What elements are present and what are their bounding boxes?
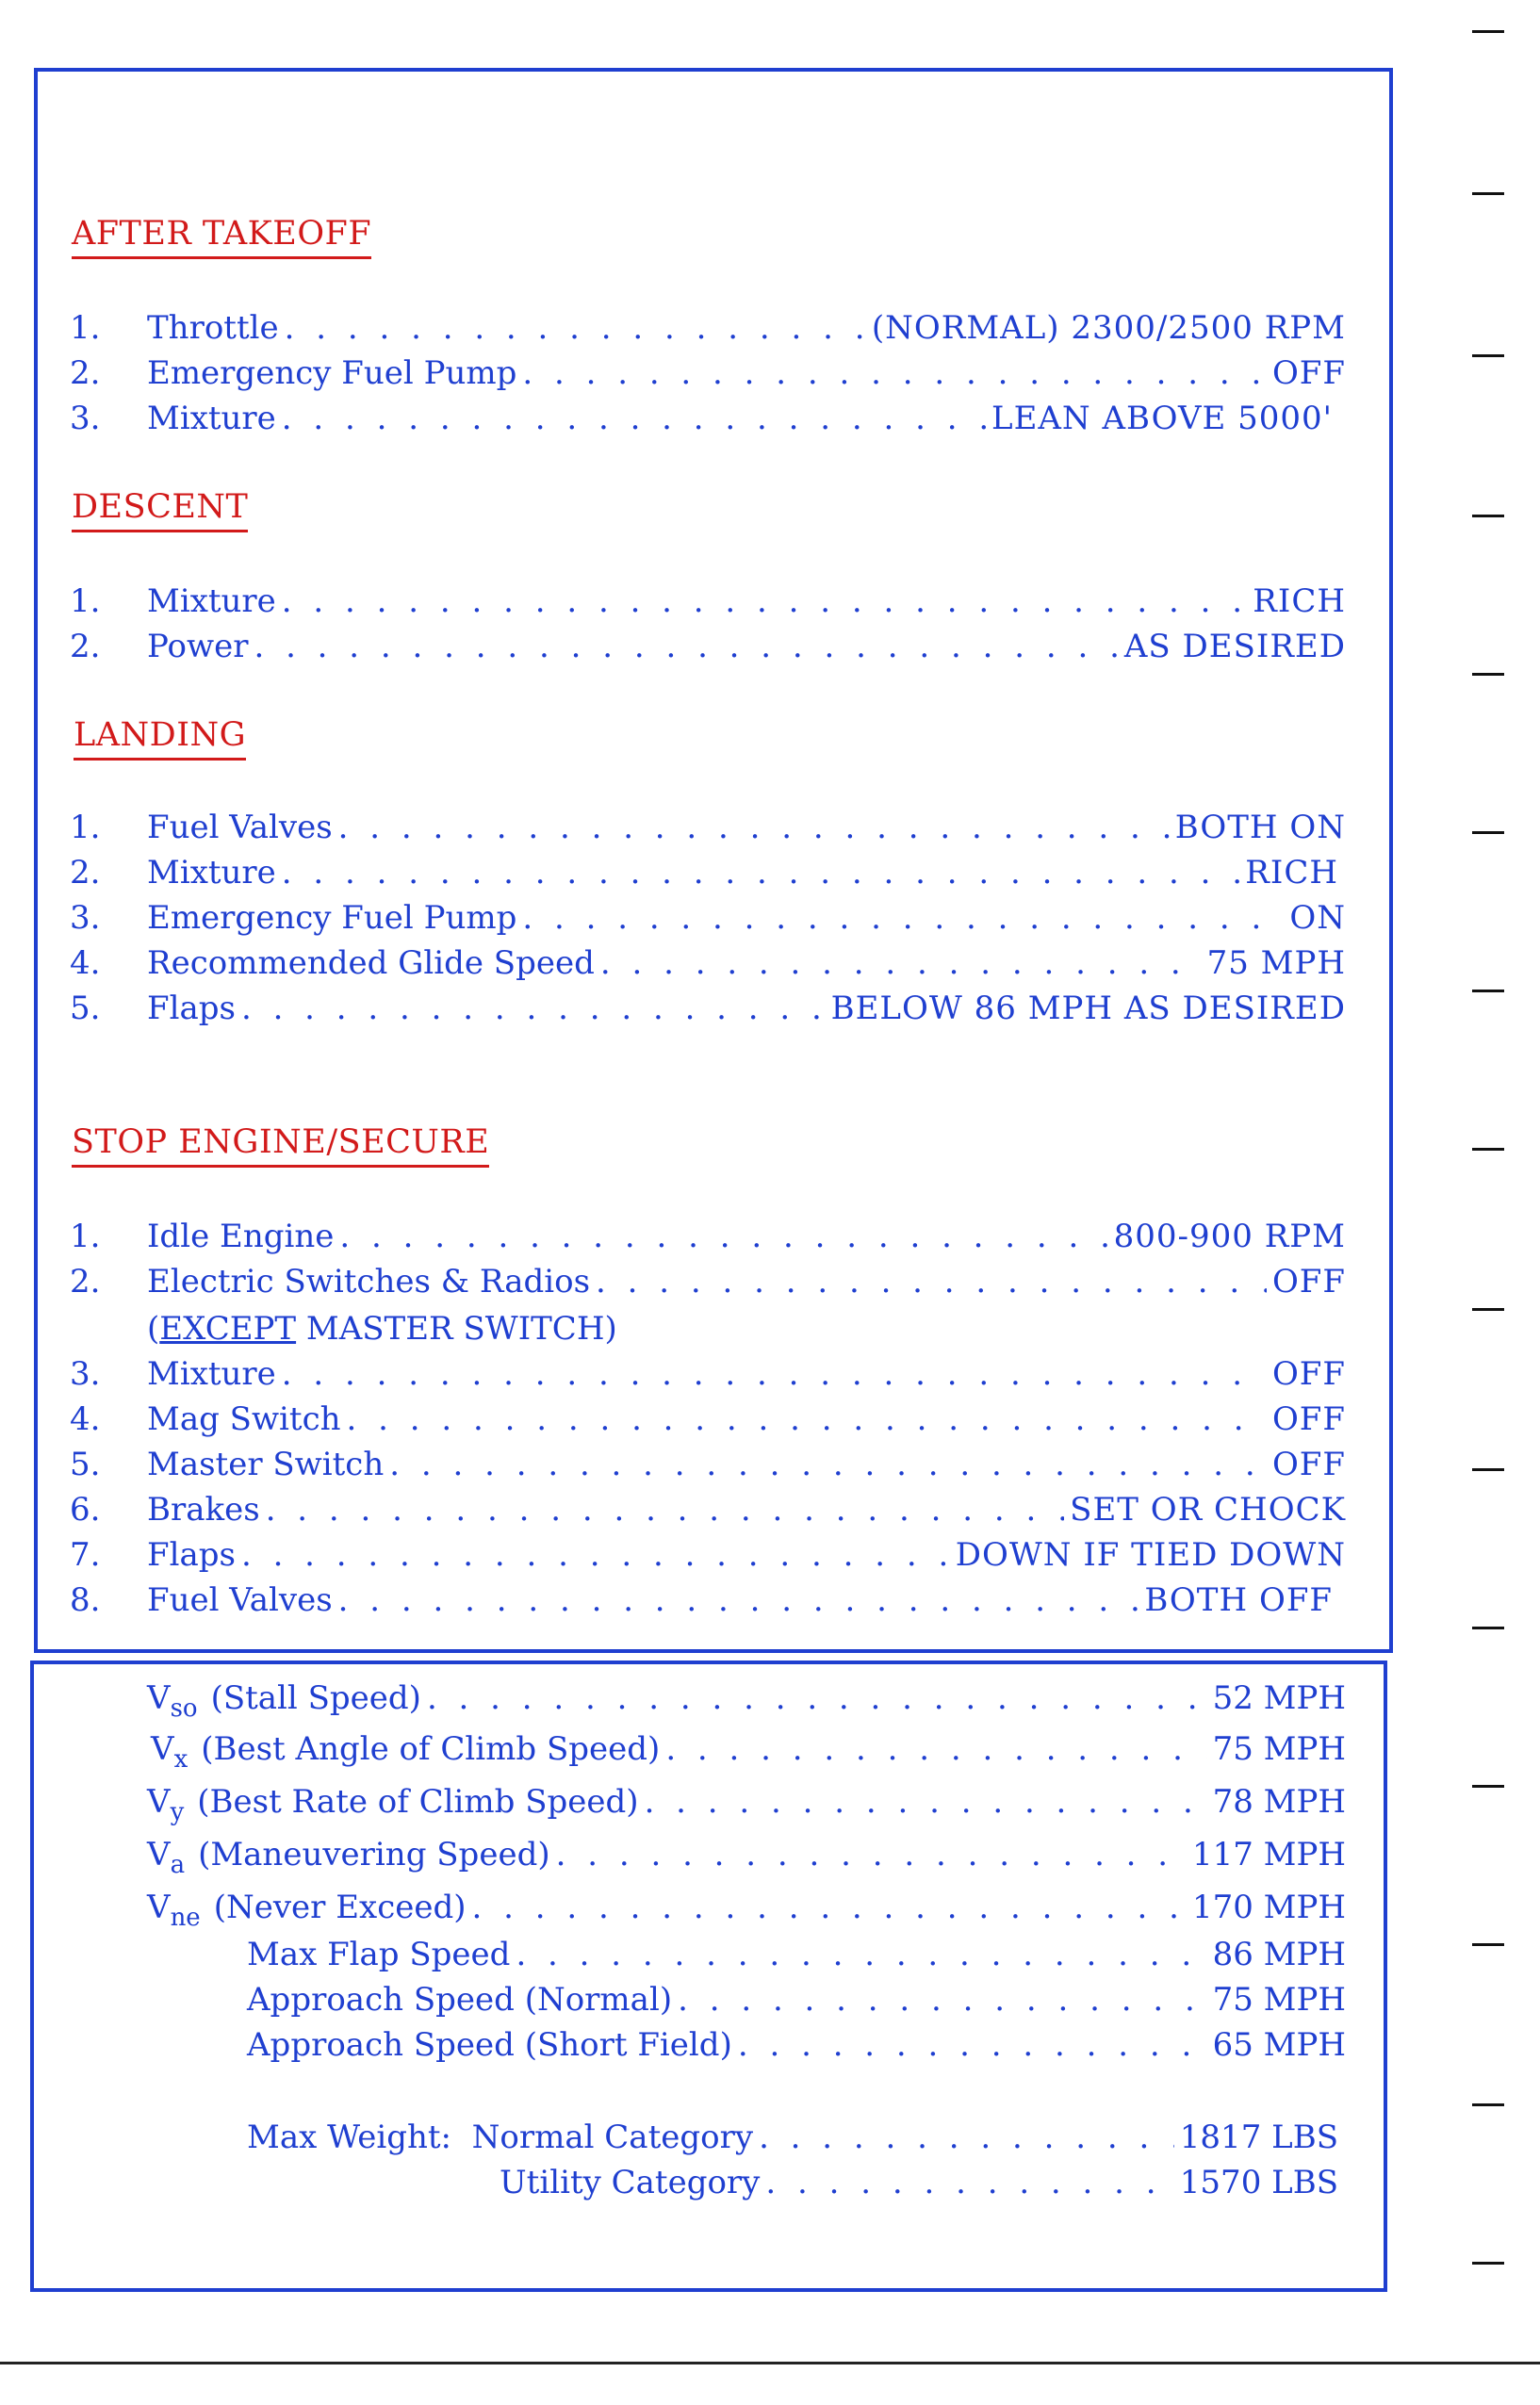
list-item [70, 354, 1346, 400]
list-item [70, 1400, 1346, 1446]
v-symbol: $V_a$ [147, 1836, 186, 1879]
speed-row [247, 1981, 1346, 2030]
item-number: 3. [70, 400, 101, 437]
speed-row [147, 1783, 1346, 1832]
item-number: 5. [70, 1446, 101, 1483]
dot-leader [472, 1889, 1187, 1926]
speed-row [147, 1679, 1346, 1728]
item-label: Mixture [147, 854, 276, 892]
dot-leader [282, 1355, 1267, 1393]
dot-leader [596, 1263, 1267, 1301]
item-label: Mixture [147, 582, 276, 620]
list-item [70, 990, 1346, 1035]
dot-leader [282, 400, 986, 437]
list-item [70, 628, 1346, 673]
dot-leader [765, 2164, 1173, 2201]
dot-leader [759, 2119, 1174, 2156]
list-item [70, 899, 1346, 944]
speed-label: Max Flap Speed [247, 1936, 511, 1973]
item-value: BELOW 86 MPH AS DESIRED [830, 990, 1346, 1027]
item-label: Master Switch [147, 1446, 385, 1483]
binder-tick [1472, 1308, 1504, 1311]
item-label: Electric Switches & Radios [147, 1263, 591, 1301]
weight-row [500, 2164, 1338, 2213]
list-item [70, 1263, 1346, 1308]
list-item [70, 400, 1333, 445]
speed-value: 75 MPH [1212, 1730, 1346, 1768]
speed-row [247, 2026, 1346, 2075]
item-value: LEAN ABOVE 5000' [991, 400, 1333, 437]
binder-tick [1472, 354, 1504, 357]
speed-label: (Maneuvering Speed) [198, 1836, 550, 1873]
speed-label: (Never Exceed) [213, 1889, 467, 1926]
item-number: 1. [70, 809, 101, 846]
item-number: 3. [70, 899, 101, 937]
item-value: RICH [1245, 854, 1338, 892]
dot-leader [285, 309, 866, 347]
master-switch-note [147, 1310, 617, 1348]
item-number: 2. [70, 354, 101, 392]
weight-row [247, 2119, 1338, 2168]
dot-leader [516, 1936, 1206, 1973]
section-title-descent: DESCENT [72, 488, 248, 532]
speed-value: 117 MPH [1191, 1836, 1346, 1873]
dot-leader [241, 1536, 950, 1574]
item-number: 2. [70, 1263, 101, 1301]
list-item [70, 1355, 1346, 1400]
item-value: OFF [1271, 354, 1346, 392]
item-value: DOWN IF TIED DOWN [955, 1536, 1346, 1574]
dot-leader [254, 628, 1118, 665]
dot-leader [522, 354, 1267, 392]
binder-tick [1472, 1468, 1504, 1471]
v-symbol: $V_x$ [151, 1730, 188, 1774]
binder-tick [1472, 1785, 1504, 1788]
speed-label: (Best Angle of Climb Speed) [201, 1730, 661, 1768]
speed-row [151, 1730, 1346, 1779]
list-item [70, 854, 1338, 899]
dot-leader [665, 1730, 1206, 1768]
item-label: Emergency Fuel Pump [147, 354, 517, 392]
item-value: (NORMAL) 2300/2500 RPM [871, 309, 1346, 347]
item-value: OFF [1271, 1446, 1346, 1483]
speed-value: 65 MPH [1212, 2026, 1346, 2064]
page-bottom-rule [0, 2362, 1540, 2364]
speed-row [147, 1889, 1346, 1938]
weight-label: Max Weight: Normal Category [247, 2119, 754, 2156]
item-label: Recommended Glide Speed [147, 944, 595, 982]
binder-tick [1472, 1148, 1504, 1151]
speed-value: 75 MPH [1212, 1981, 1346, 2019]
dot-leader [389, 1446, 1267, 1483]
dot-leader [738, 2026, 1207, 2064]
list-item [70, 1581, 1333, 1627]
item-number: 7. [70, 1536, 101, 1574]
item-label: Idle Engine [147, 1218, 335, 1255]
dot-leader [347, 1400, 1267, 1438]
speed-row [147, 1836, 1346, 1885]
list-item [70, 1491, 1346, 1536]
dot-leader [645, 1783, 1207, 1821]
item-label: Mixture [147, 400, 276, 437]
list-item [70, 809, 1346, 854]
dot-leader [338, 809, 1170, 846]
item-number: 6. [70, 1491, 101, 1529]
speed-label: Approach Speed (Normal) [247, 1981, 673, 2019]
binder-tick [1472, 990, 1504, 992]
v-symbol: $V_y$ [147, 1783, 185, 1826]
dot-leader [600, 944, 1202, 982]
item-label: Mixture [147, 1355, 276, 1393]
list-item [70, 309, 1346, 354]
item-label: Throttle [147, 309, 279, 347]
item-number: 1. [70, 582, 101, 620]
binder-tick [1472, 673, 1504, 676]
item-value: 75 MPH [1206, 944, 1346, 982]
item-number: 5. [70, 990, 101, 1027]
note-prefix: ( [147, 1310, 160, 1348]
item-label: Mag Switch [147, 1400, 341, 1438]
item-label: Flaps [147, 990, 236, 1027]
dot-leader [282, 854, 1240, 892]
item-label: Power [147, 628, 249, 665]
v-symbol: $V_{ne}$ [147, 1889, 201, 1932]
speed-value: 86 MPH [1212, 1936, 1346, 1973]
item-label: Flaps [147, 1536, 236, 1574]
list-item [70, 1218, 1346, 1263]
item-value: BOTH OFF [1144, 1581, 1333, 1619]
item-value: BOTH ON [1174, 809, 1346, 846]
item-value: OFF [1271, 1400, 1346, 1438]
item-value: OFF [1271, 1263, 1346, 1301]
item-number: 4. [70, 1400, 101, 1438]
item-number: 3. [70, 1355, 101, 1393]
weight-label: Utility Category [500, 2164, 761, 2201]
list-item [70, 1536, 1346, 1581]
item-number: 1. [70, 1218, 101, 1255]
item-label: Emergency Fuel Pump [147, 899, 517, 937]
section-title-landing: LANDING [74, 716, 246, 761]
binder-tick [1472, 1627, 1504, 1629]
item-label: Fuel Valves [147, 1581, 333, 1619]
binder-tick [1472, 2262, 1504, 2265]
dot-leader [522, 899, 1284, 937]
binder-tick [1472, 1943, 1504, 1946]
dot-leader [427, 1679, 1207, 1717]
binder-tick [1472, 30, 1504, 33]
speed-label: (Stall Speed) [210, 1679, 421, 1717]
item-number: 8. [70, 1581, 101, 1619]
dot-leader [282, 582, 1248, 620]
list-item [70, 1446, 1346, 1491]
speed-label: Approach Speed (Short Field) [247, 2026, 732, 2064]
dot-leader [241, 990, 826, 1027]
item-number: 2. [70, 628, 101, 665]
weight-value: 1570 LBS [1179, 2164, 1338, 2201]
section-title-after-takeoff: AFTER TAKEOFF [72, 215, 371, 259]
note-suffix: MASTER SWITCH) [296, 1310, 617, 1348]
item-number: 2. [70, 854, 101, 892]
dot-leader [339, 1218, 1107, 1255]
binder-tick [1472, 2103, 1504, 2106]
note-underlined-word: EXCEPT [159, 1310, 297, 1348]
v-symbol: $V_{so}$ [147, 1679, 198, 1723]
binder-tick [1472, 831, 1504, 834]
dot-leader [338, 1581, 1139, 1619]
item-number: 1. [70, 309, 101, 347]
section-title-stop-engine: STOP ENGINE/SECURE [72, 1123, 489, 1168]
list-item [70, 582, 1346, 628]
item-value: SET OR CHOCK [1070, 1491, 1346, 1529]
dot-leader [678, 1981, 1206, 2019]
item-label: Fuel Valves [147, 809, 333, 846]
item-value: ON [1289, 899, 1346, 937]
item-value: OFF [1271, 1355, 1346, 1393]
binder-tick [1472, 515, 1504, 517]
item-label: Brakes [147, 1491, 260, 1529]
binder-tick [1472, 192, 1504, 195]
dot-leader [266, 1491, 1064, 1529]
item-number: 4. [70, 944, 101, 982]
speed-row [247, 1936, 1346, 1985]
list-item [70, 944, 1346, 990]
weight-value: 1817 LBS [1179, 2119, 1338, 2156]
dot-leader [556, 1836, 1187, 1873]
item-value: AS DESIRED [1123, 628, 1346, 665]
speed-value: 52 MPH [1212, 1679, 1346, 1717]
speed-value: 170 MPH [1191, 1889, 1346, 1926]
item-value: RICH [1253, 582, 1346, 620]
item-value: 800-900 RPM [1113, 1218, 1346, 1255]
speed-value: 78 MPH [1212, 1783, 1346, 1821]
speed-label: (Best Rate of Climb Speed) [197, 1783, 639, 1821]
